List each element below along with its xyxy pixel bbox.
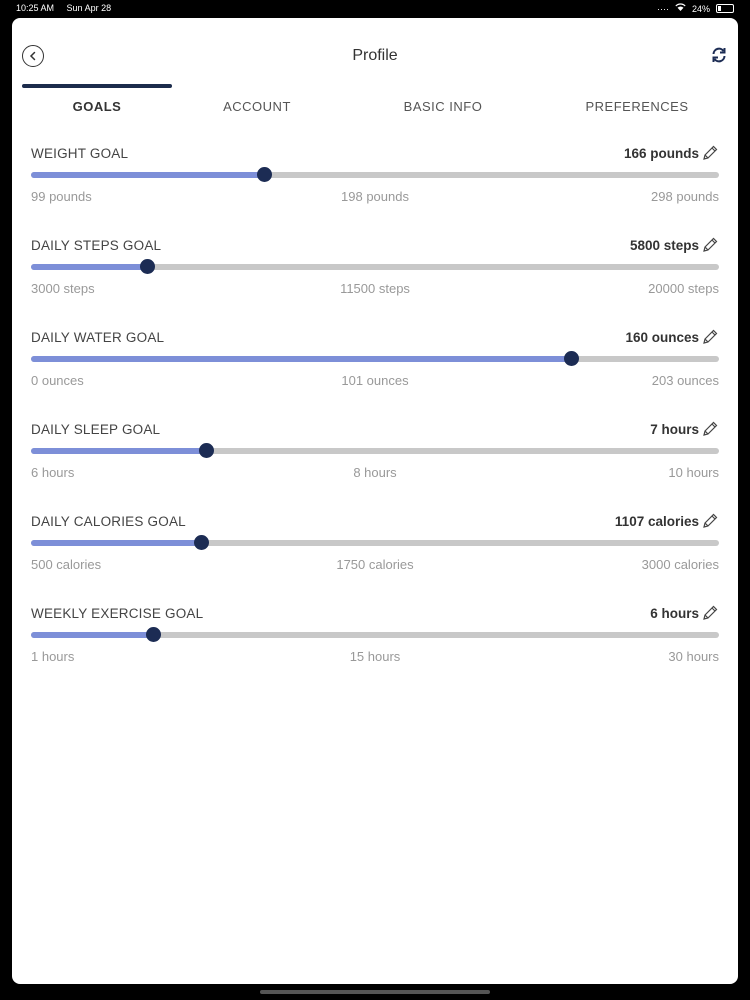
slider-max-label: 20000 steps xyxy=(648,281,719,296)
slider-mid-label: 101 ounces xyxy=(341,373,409,388)
slider-fill xyxy=(31,172,265,178)
battery-percent: 24% xyxy=(691,3,710,14)
refresh-button[interactable] xyxy=(710,46,728,64)
tab-bar xyxy=(22,84,728,124)
slider-min-label: 500 calories xyxy=(31,557,102,572)
goal-sleep xyxy=(31,422,719,510)
pencil-icon[interactable] xyxy=(701,328,719,346)
goal-slider[interactable] xyxy=(31,448,719,454)
goal-value: 1107 calories xyxy=(614,514,699,529)
goal-exercise xyxy=(31,606,719,694)
slider-mid-label: 11500 steps xyxy=(340,281,410,296)
slider-min-label: 0 ounces xyxy=(31,373,84,388)
status-date: Sun Apr 28 xyxy=(66,3,112,13)
slider-max-label: 203 ounces xyxy=(651,373,719,388)
goal-value: 160 ounces xyxy=(625,330,699,345)
slider-fill xyxy=(31,448,206,454)
goal-label: DAILY STEPS GOAL xyxy=(31,238,162,253)
wifi-icon xyxy=(675,3,686,14)
slider-max-label: 10 hours xyxy=(668,465,719,480)
status-right xyxy=(657,3,734,14)
goal-label: WEEKLY EXERCISE GOAL xyxy=(31,606,204,621)
active-tab-indicator xyxy=(22,84,172,88)
goal-value: 6 hours xyxy=(650,606,699,621)
profile-sheet xyxy=(12,18,738,984)
slider-min-label: 6 hours xyxy=(31,465,75,480)
slider-thumb[interactable] xyxy=(564,351,579,366)
slider-thumb[interactable] xyxy=(194,535,209,550)
goal-value: 7 hours xyxy=(650,422,699,437)
pencil-icon[interactable] xyxy=(701,420,719,438)
pencil-icon[interactable] xyxy=(701,512,719,530)
status-bar xyxy=(0,0,750,18)
goal-steps xyxy=(31,238,719,326)
slider-thumb[interactable] xyxy=(140,259,155,274)
goal-slider[interactable] xyxy=(31,172,719,178)
slider-max-label: 298 pounds xyxy=(651,189,719,204)
slider-fill xyxy=(31,632,153,638)
slider-thumb[interactable] xyxy=(257,167,272,182)
goal-label: DAILY WATER GOAL xyxy=(31,330,165,345)
slider-mid-label: 1750 calories xyxy=(336,557,414,572)
slider-thumb[interactable] xyxy=(146,627,161,642)
slider-max-label: 30 hours xyxy=(668,649,719,664)
slider-fill xyxy=(31,264,148,270)
signal-dots-icon: ···· xyxy=(656,3,669,14)
pencil-icon[interactable] xyxy=(701,236,719,254)
goal-slider[interactable] xyxy=(31,264,719,270)
slider-thumb[interactable] xyxy=(199,443,214,458)
refresh-icon xyxy=(710,46,728,64)
tab-goals[interactable]: GOALS xyxy=(72,99,122,114)
slider-max-label: 3000 calories xyxy=(641,557,719,572)
goal-value: 166 pounds xyxy=(623,146,699,161)
slider-min-label: 1 hours xyxy=(31,649,75,664)
slider-mid-label: 15 hours xyxy=(349,649,401,664)
status-left xyxy=(16,3,121,13)
goal-weight xyxy=(31,146,719,234)
goal-water xyxy=(31,330,719,418)
goal-slider[interactable] xyxy=(31,356,719,362)
pencil-icon[interactable] xyxy=(701,604,719,622)
goal-label: DAILY CALORIES GOAL xyxy=(31,514,186,529)
header xyxy=(12,18,738,88)
tab-account[interactable]: ACCOUNT xyxy=(223,99,291,114)
slider-fill xyxy=(31,356,571,362)
slider-fill xyxy=(31,540,202,546)
goal-calories xyxy=(31,514,719,602)
tab-preferences[interactable]: PREFERENCES xyxy=(585,99,689,114)
battery-icon xyxy=(716,4,734,13)
slider-min-label: 99 pounds xyxy=(31,189,92,204)
status-time: 10:25 AM xyxy=(16,3,55,13)
goal-label: WEIGHT GOAL xyxy=(31,146,129,161)
goal-value: 5800 steps xyxy=(629,238,699,253)
page-title: Profile xyxy=(352,47,398,64)
goal-label: DAILY SLEEP GOAL xyxy=(31,422,161,437)
slider-mid-label: 8 hours xyxy=(353,465,397,480)
tab-basic-info[interactable]: BASIC INFO xyxy=(403,99,483,114)
pencil-icon[interactable] xyxy=(701,144,719,162)
goal-slider[interactable] xyxy=(31,540,719,546)
home-indicator[interactable] xyxy=(260,990,490,994)
slider-mid-label: 198 pounds xyxy=(341,189,409,204)
slider-min-label: 3000 steps xyxy=(31,281,95,296)
goal-slider[interactable] xyxy=(31,632,719,638)
